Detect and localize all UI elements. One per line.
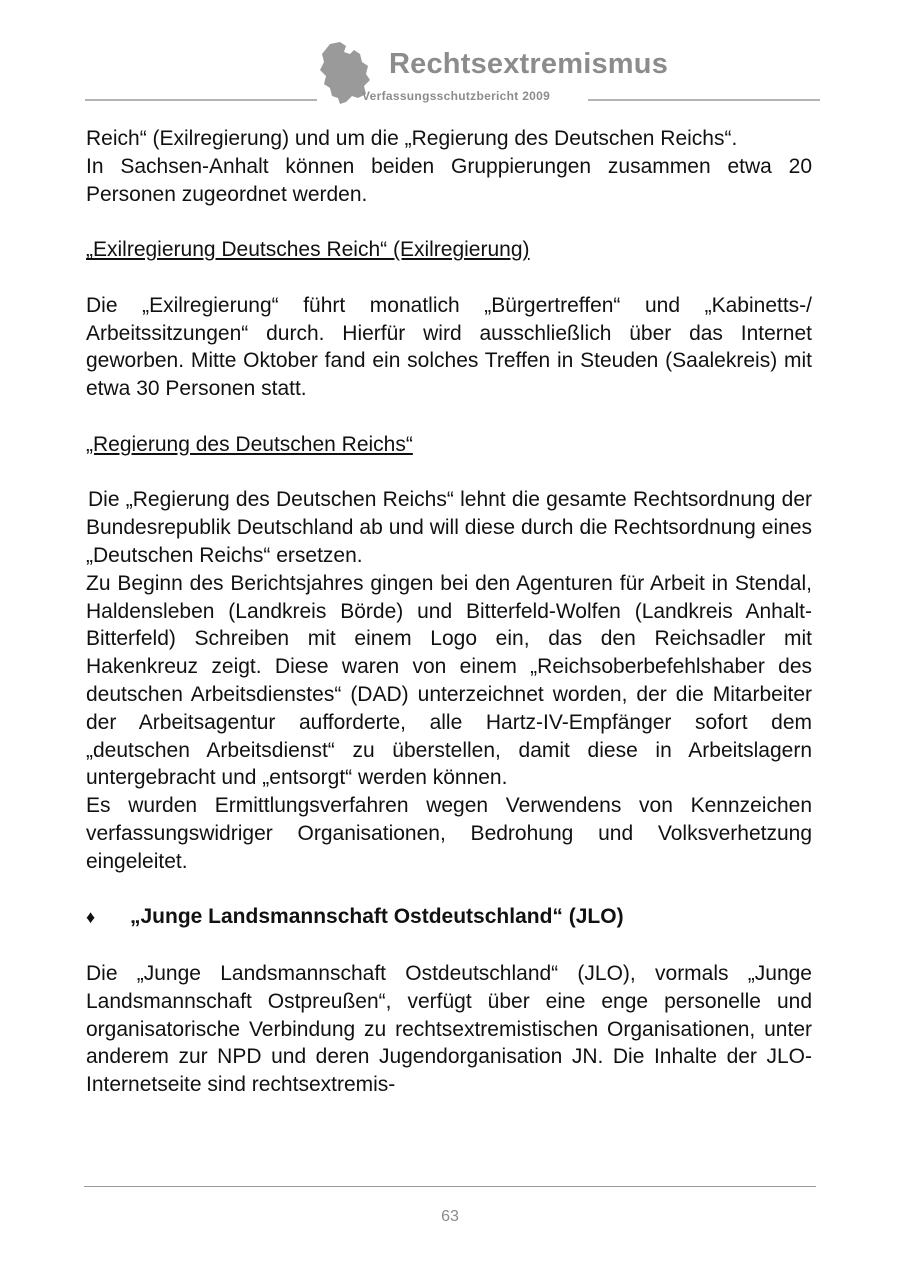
bullet-heading-text: „Junge Landsmannschaft Ostdeutschland“ (JLO) [130, 905, 624, 929]
paragraph: Die „Regierung des Deutschen Reichs“ lehnt die gesamte Rechtsordnung der Bundesrepublik Deutschland ab und will diese durch die Rechtsordnung eines „Deutschen Reichs“ ersetzen. [86, 488, 812, 567]
page-header [0, 0, 900, 110]
paragraph: Die „Exilregierung“ führt monatlich „Bürgertreffen“ und „Kabinetts-/ Arbeitssitzungen“ durch. Hierfür wird ausschließlich über das Internet geworben. Mitte Oktober fand ein solches Treffen in Steuden (Saalekreis) mit etwa 30 Personen statt. [86, 293, 812, 401]
paragraph: Zu Beginn des Berichtsjahres gingen bei den Agenturen für Arbeit in Stendal, Haldensleben (Landkreis Börde) und Bitterfeld-Wolfen (Landkreis Anhalt-Bitterfeld) Schreiben mit einem Logo ein, das den Reichsadler mit Hakenkreuz zeigt. Diese waren von einem „Reichsoberbefehlshaber des deutschen Arbeitsdienstes“ (DAD) unterzeichnet worden, der die Mitarbeiter der Arbeitsagentur aufforderte, alle Hartz-IV-Empfänger sofort dem „deutschen Arbeitsdienst“ zu überstellen, damit diese in Arbeitslagern untergebracht und „entsorgt“ werden können. [86, 571, 812, 790]
paragraph: Es wurden Ermittlungsverfahren wegen Verwendens von Kennzeichen verfassungswidriger Organisationen, Bedrohung und Volksverhetzung eingeleitet. [86, 794, 812, 873]
section-subheading: „Exilregierung Deutsches Reich“ (Exilregierung) [86, 238, 530, 262]
header-rule-left [85, 99, 317, 101]
header-subtitle: Verfassungsschutzbericht 2009 [362, 89, 551, 103]
footer-rule [84, 1186, 816, 1187]
header-title: Rechtsextremismus [389, 48, 669, 80]
page-body [86, 125, 812, 1099]
bullet-heading [86, 903, 812, 932]
paragraph: In Sachsen-Anhalt können beiden Gruppierungen zusammen etwa 20 Personen zugeordnet werden. [86, 154, 812, 206]
diamond-bullet-icon: ♦ [86, 907, 96, 928]
page-number: 63 [441, 1208, 459, 1225]
header-rule-right [588, 99, 820, 101]
paragraph: Die „Junge Landsmannschaft Ostdeutschland“ (JLO), vormals „Junge Landsmannschaft Ostpreußen“, verfügt über eine enge personelle und organisatorische Verbindung zu rechtsextremistischen Organisationen, unter anderem zur NPD und deren Jugendorganisation JN. Die Inhalte der JLO-Internetseite sind rechtsextremis- [86, 961, 812, 1097]
paragraph: Reich“ (Exilregierung) und um die „Regierung des Deutschen Reichs“. [86, 127, 738, 150]
section-subheading: „Regierung des Deutschen Reichs“ [86, 432, 413, 456]
